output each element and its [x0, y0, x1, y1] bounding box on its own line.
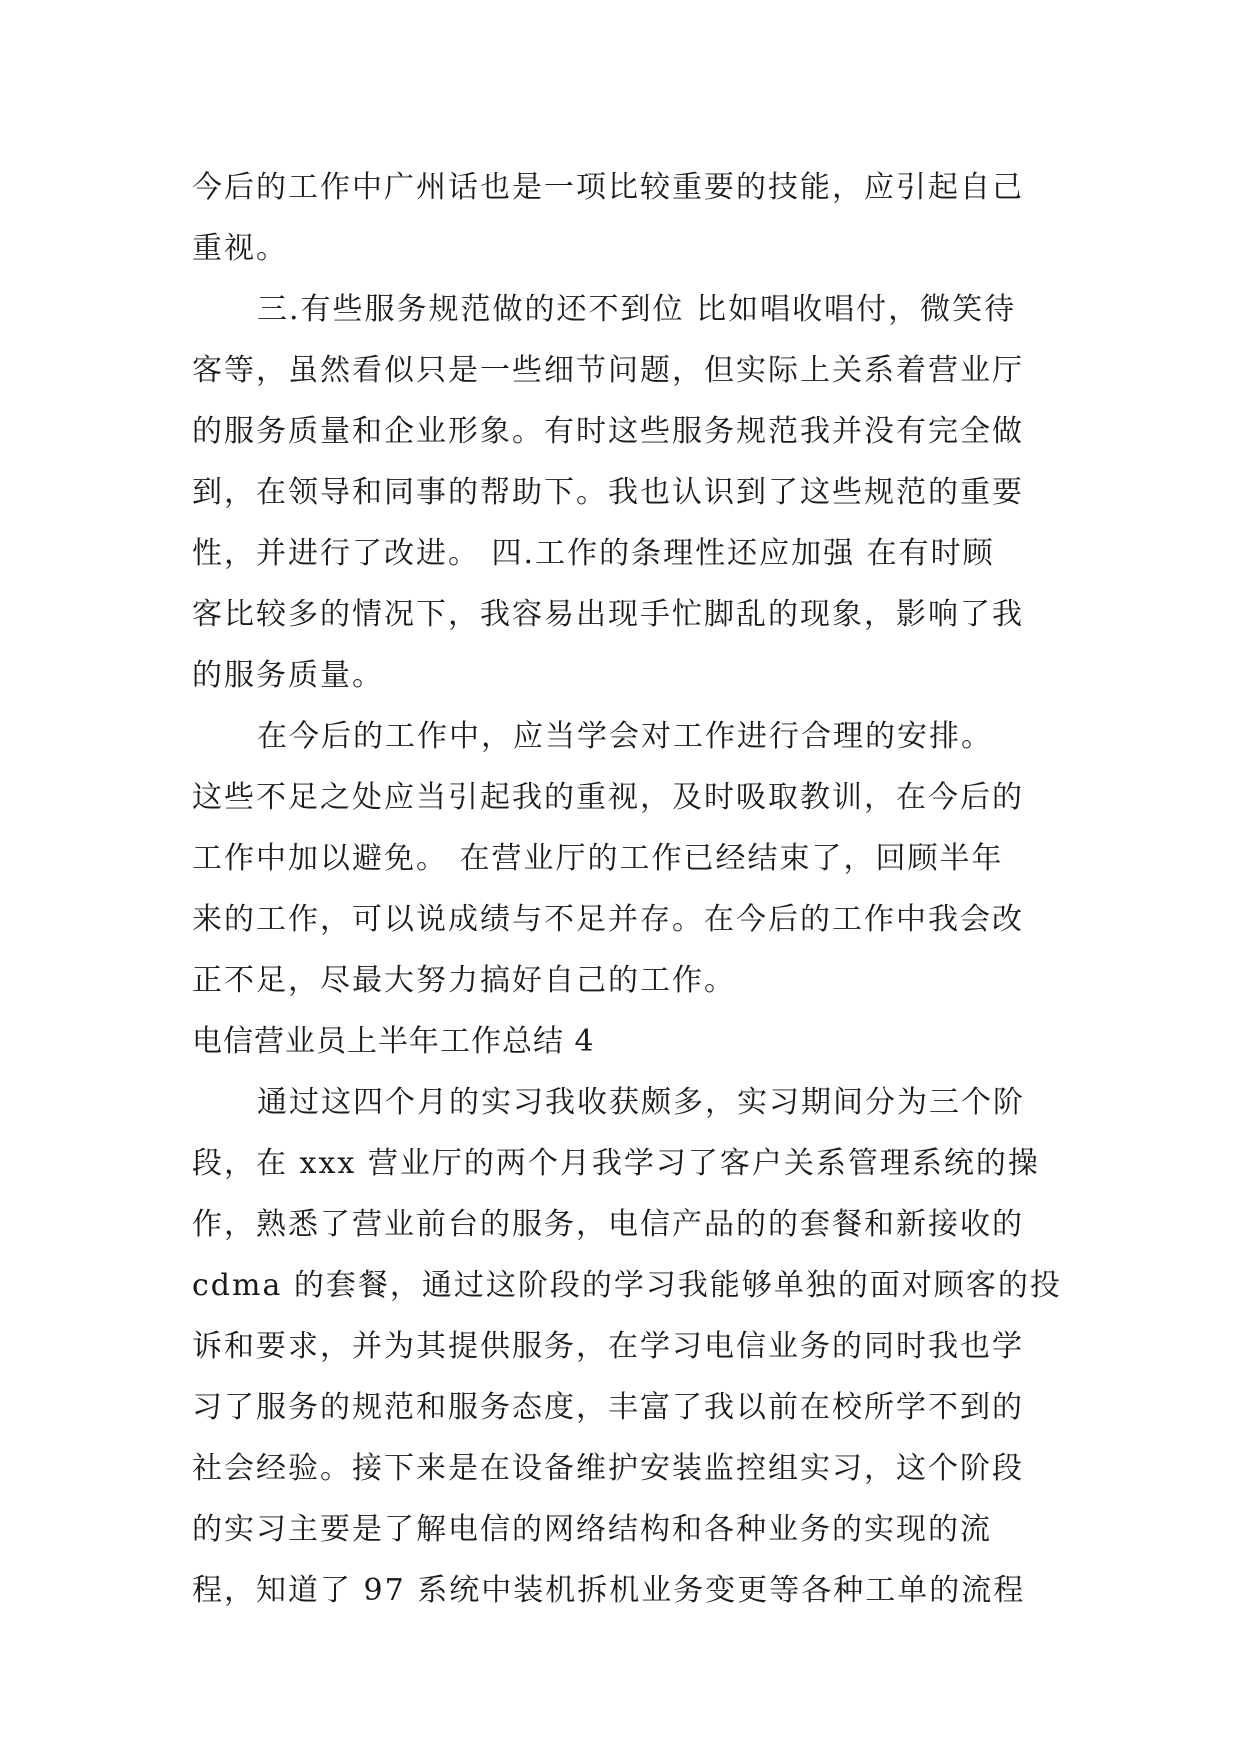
text-line: 今后的工作中广州话也是一项比较重要的技能，应引起自己	[192, 170, 1024, 205]
text-line: 作，熟悉了营业前台的服务，电信产品的的套餐和新接收的	[192, 1207, 1024, 1242]
text-line: 这些不足之处应当引起我的重视，及时吸取教训，在今后的	[192, 780, 1024, 815]
text-line: 在今后的工作中，应当学会对工作进行合理的安排。	[257, 719, 993, 754]
text-line: 三.有些服务规范做的还不到位 比如唱收唱付，微笑待	[257, 292, 1017, 327]
text-line: 重视。	[192, 231, 288, 266]
document-body	[192, 157, 1062, 1621]
text-line: 到，在领导和同事的帮助下。我也认识到了这些规范的重要	[192, 475, 1024, 510]
text-line: 社会经验。接下来是在设备维护安装监控组实习，这个阶段	[192, 1451, 1024, 1486]
text-line: 的服务质量。	[192, 658, 384, 693]
section-heading: 电信营业员上半年工作总结 4	[192, 1024, 595, 1059]
text-line: 来的工作，可以说成绩与不足并存。在今后的工作中我会改	[192, 902, 1024, 937]
text-line: 正不足，尽最大努力搞好自己的工作。	[192, 963, 736, 998]
text-line: 习了服务的规范和服务态度，丰富了我以前在校所学不到的	[192, 1390, 1024, 1425]
text-line: cdma 的套餐，通过这阶段的学习我能够单独的面对顾客的投	[192, 1268, 1062, 1303]
text-line: 性，并进行了改进。 四.工作的条理性还应加强 在有时顾	[192, 536, 995, 571]
text-line: 程，知道了 97 系统中装机拆机业务变更等各种工单的流程	[192, 1573, 1026, 1608]
text-line: 客等，虽然看似只是一些细节问题，但实际上关系着营业厅	[192, 353, 1024, 388]
text-line: 诉和要求，并为其提供服务，在学习电信业务的同时我也学	[192, 1329, 1024, 1364]
text-line: 段，在 xxx 营业厅的两个月我学习了客户关系管理系统的操	[192, 1146, 1040, 1181]
text-line: 工作中加以避免。 在营业厅的工作已经结束了，回顾半年	[192, 841, 1004, 876]
text-line: 的实习主要是了解电信的网络结构和各种业务的实现的流	[192, 1512, 992, 1547]
text-line: 通过这四个月的实习我收获颇多，实习期间分为三个阶	[257, 1085, 1025, 1120]
text-line: 客比较多的情况下，我容易出现手忙脚乱的现象，影响了我	[192, 597, 1024, 632]
text-line: 的服务质量和企业形象。有时这些服务规范我并没有完全做	[192, 414, 1024, 449]
